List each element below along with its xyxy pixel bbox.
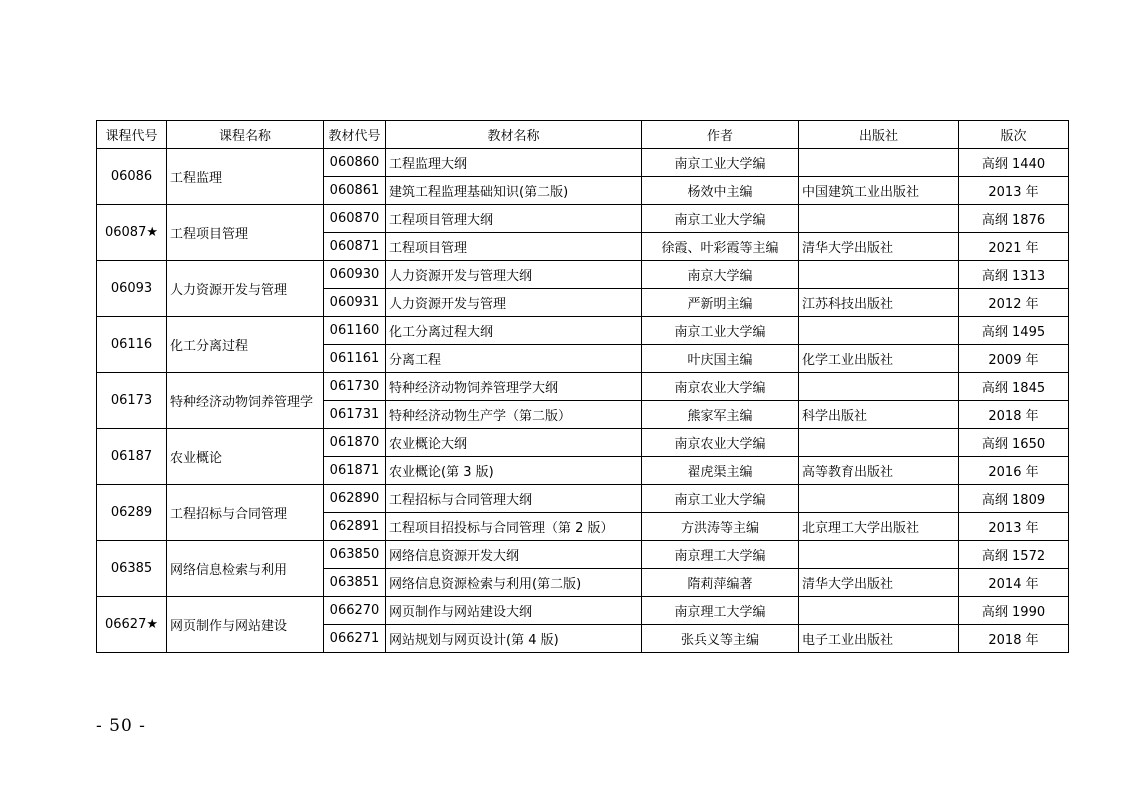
author: 南京工业大学编 bbox=[642, 205, 799, 233]
publisher: 清华大学出版社 bbox=[799, 569, 959, 597]
book-name: 农业概论(第 3 版) bbox=[386, 457, 642, 485]
course-name: 工程监理 bbox=[167, 149, 324, 205]
header-course-code: 课程代号 bbox=[97, 121, 167, 149]
table-row bbox=[97, 541, 1069, 569]
book-code: 061871 bbox=[324, 457, 386, 485]
course-name: 网页制作与网站建设 bbox=[167, 597, 324, 653]
edition: 高纲 1440 bbox=[959, 149, 1069, 177]
book-name: 农业概论大纲 bbox=[386, 429, 642, 457]
book-code: 060871 bbox=[324, 233, 386, 261]
author: 南京工业大学编 bbox=[642, 149, 799, 177]
author: 南京理工大学编 bbox=[642, 597, 799, 625]
author: 张兵义等主编 bbox=[642, 625, 799, 653]
edition: 高纲 1990 bbox=[959, 597, 1069, 625]
course-code: 06173 bbox=[97, 373, 167, 429]
edition: 2014 年 bbox=[959, 569, 1069, 597]
publisher bbox=[799, 261, 959, 289]
author: 隋莉萍编著 bbox=[642, 569, 799, 597]
book-code: 060931 bbox=[324, 289, 386, 317]
book-code: 061870 bbox=[324, 429, 386, 457]
book-code: 066270 bbox=[324, 597, 386, 625]
publisher: 科学出版社 bbox=[799, 401, 959, 429]
edition: 高纲 1876 bbox=[959, 205, 1069, 233]
book-name: 人力资源开发与管理 bbox=[386, 289, 642, 317]
table-row bbox=[97, 317, 1069, 345]
author: 南京大学编 bbox=[642, 261, 799, 289]
table-row bbox=[97, 261, 1069, 289]
edition: 高纲 1495 bbox=[959, 317, 1069, 345]
course-code: 06087★ bbox=[97, 205, 167, 261]
book-name: 网络信息资源开发大纲 bbox=[386, 541, 642, 569]
book-code: 061730 bbox=[324, 373, 386, 401]
book-code: 061161 bbox=[324, 345, 386, 373]
author: 南京农业大学编 bbox=[642, 429, 799, 457]
book-name: 工程项目招投标与合同管理（第 2 版） bbox=[386, 513, 642, 541]
publisher: 北京理工大学出版社 bbox=[799, 513, 959, 541]
course-name: 工程项目管理 bbox=[167, 205, 324, 261]
book-name: 特种经济动物生产学（第二版） bbox=[386, 401, 642, 429]
publisher bbox=[799, 429, 959, 457]
author: 杨效中主编 bbox=[642, 177, 799, 205]
publisher: 中国建筑工业出版社 bbox=[799, 177, 959, 205]
publisher: 清华大学出版社 bbox=[799, 233, 959, 261]
edition: 2018 年 bbox=[959, 401, 1069, 429]
edition: 高纲 1313 bbox=[959, 261, 1069, 289]
author: 徐霞、叶彩霞等主编 bbox=[642, 233, 799, 261]
table-row bbox=[97, 429, 1069, 457]
book-code: 063851 bbox=[324, 569, 386, 597]
table-row bbox=[97, 373, 1069, 401]
publisher: 江苏科技出版社 bbox=[799, 289, 959, 317]
publisher: 化学工业出版社 bbox=[799, 345, 959, 373]
course-code: 06086 bbox=[97, 149, 167, 205]
book-name: 网站规划与网页设计(第 4 版) bbox=[386, 625, 642, 653]
book-code: 061160 bbox=[324, 317, 386, 345]
course-textbook-table bbox=[96, 120, 1069, 653]
book-code: 060861 bbox=[324, 177, 386, 205]
header-row bbox=[97, 121, 1069, 149]
edition: 2013 年 bbox=[959, 177, 1069, 205]
publisher bbox=[799, 373, 959, 401]
course-name: 网络信息检索与利用 bbox=[167, 541, 324, 597]
book-name: 工程项目管理大纲 bbox=[386, 205, 642, 233]
author: 翟虎渠主编 bbox=[642, 457, 799, 485]
author: 叶庆国主编 bbox=[642, 345, 799, 373]
edition: 2021 年 bbox=[959, 233, 1069, 261]
table-row bbox=[97, 149, 1069, 177]
author: 南京工业大学编 bbox=[642, 317, 799, 345]
course-name: 人力资源开发与管理 bbox=[167, 261, 324, 317]
course-code: 06187 bbox=[97, 429, 167, 485]
page-number: - 50 - bbox=[96, 716, 146, 736]
book-name: 工程监理大纲 bbox=[386, 149, 642, 177]
publisher: 电子工业出版社 bbox=[799, 625, 959, 653]
publisher: 高等教育出版社 bbox=[799, 457, 959, 485]
author: 方洪涛等主编 bbox=[642, 513, 799, 541]
edition: 高纲 1572 bbox=[959, 541, 1069, 569]
publisher bbox=[799, 597, 959, 625]
course-name: 工程招标与合同管理 bbox=[167, 485, 324, 541]
edition: 高纲 1845 bbox=[959, 373, 1069, 401]
book-code: 060870 bbox=[324, 205, 386, 233]
author: 严新明主编 bbox=[642, 289, 799, 317]
publisher bbox=[799, 149, 959, 177]
edition: 2016 年 bbox=[959, 457, 1069, 485]
course-code: 06116 bbox=[97, 317, 167, 373]
course-name: 农业概论 bbox=[167, 429, 324, 485]
book-name: 工程招标与合同管理大纲 bbox=[386, 485, 642, 513]
book-code: 062890 bbox=[324, 485, 386, 513]
course-code: 06289 bbox=[97, 485, 167, 541]
book-name: 工程项目管理 bbox=[386, 233, 642, 261]
author: 熊家军主编 bbox=[642, 401, 799, 429]
header-book-code: 教材代号 bbox=[324, 121, 386, 149]
book-name: 人力资源开发与管理大纲 bbox=[386, 261, 642, 289]
book-name: 分离工程 bbox=[386, 345, 642, 373]
course-code: 06093 bbox=[97, 261, 167, 317]
book-code: 063850 bbox=[324, 541, 386, 569]
publisher bbox=[799, 205, 959, 233]
edition: 2013 年 bbox=[959, 513, 1069, 541]
publisher bbox=[799, 541, 959, 569]
table-row bbox=[97, 597, 1069, 625]
course-code: 06385 bbox=[97, 541, 167, 597]
book-code: 061731 bbox=[324, 401, 386, 429]
edition: 2009 年 bbox=[959, 345, 1069, 373]
book-name: 网页制作与网站建设大纲 bbox=[386, 597, 642, 625]
table-row bbox=[97, 205, 1069, 233]
table-row bbox=[97, 485, 1069, 513]
course-code: 06627★ bbox=[97, 597, 167, 653]
book-name: 网络信息资源检索与利用(第二版) bbox=[386, 569, 642, 597]
header-author: 作者 bbox=[642, 121, 799, 149]
book-name: 建筑工程监理基础知识(第二版) bbox=[386, 177, 642, 205]
book-code: 062891 bbox=[324, 513, 386, 541]
edition: 2012 年 bbox=[959, 289, 1069, 317]
book-code: 060930 bbox=[324, 261, 386, 289]
edition: 2018 年 bbox=[959, 625, 1069, 653]
publisher bbox=[799, 485, 959, 513]
course-name: 化工分离过程 bbox=[167, 317, 324, 373]
header-edition: 版次 bbox=[959, 121, 1069, 149]
book-code: 060860 bbox=[324, 149, 386, 177]
book-name: 化工分离过程大纲 bbox=[386, 317, 642, 345]
header-book-name: 教材名称 bbox=[386, 121, 642, 149]
author: 南京工业大学编 bbox=[642, 485, 799, 513]
header-course-name: 课程名称 bbox=[167, 121, 324, 149]
edition: 高纲 1650 bbox=[959, 429, 1069, 457]
course-name: 特种经济动物饲养管理学 bbox=[167, 373, 324, 429]
edition: 高纲 1809 bbox=[959, 485, 1069, 513]
book-code: 066271 bbox=[324, 625, 386, 653]
publisher bbox=[799, 317, 959, 345]
author: 南京农业大学编 bbox=[642, 373, 799, 401]
author: 南京理工大学编 bbox=[642, 541, 799, 569]
book-name: 特种经济动物饲养管理学大纲 bbox=[386, 373, 642, 401]
header-publisher: 出版社 bbox=[799, 121, 959, 149]
